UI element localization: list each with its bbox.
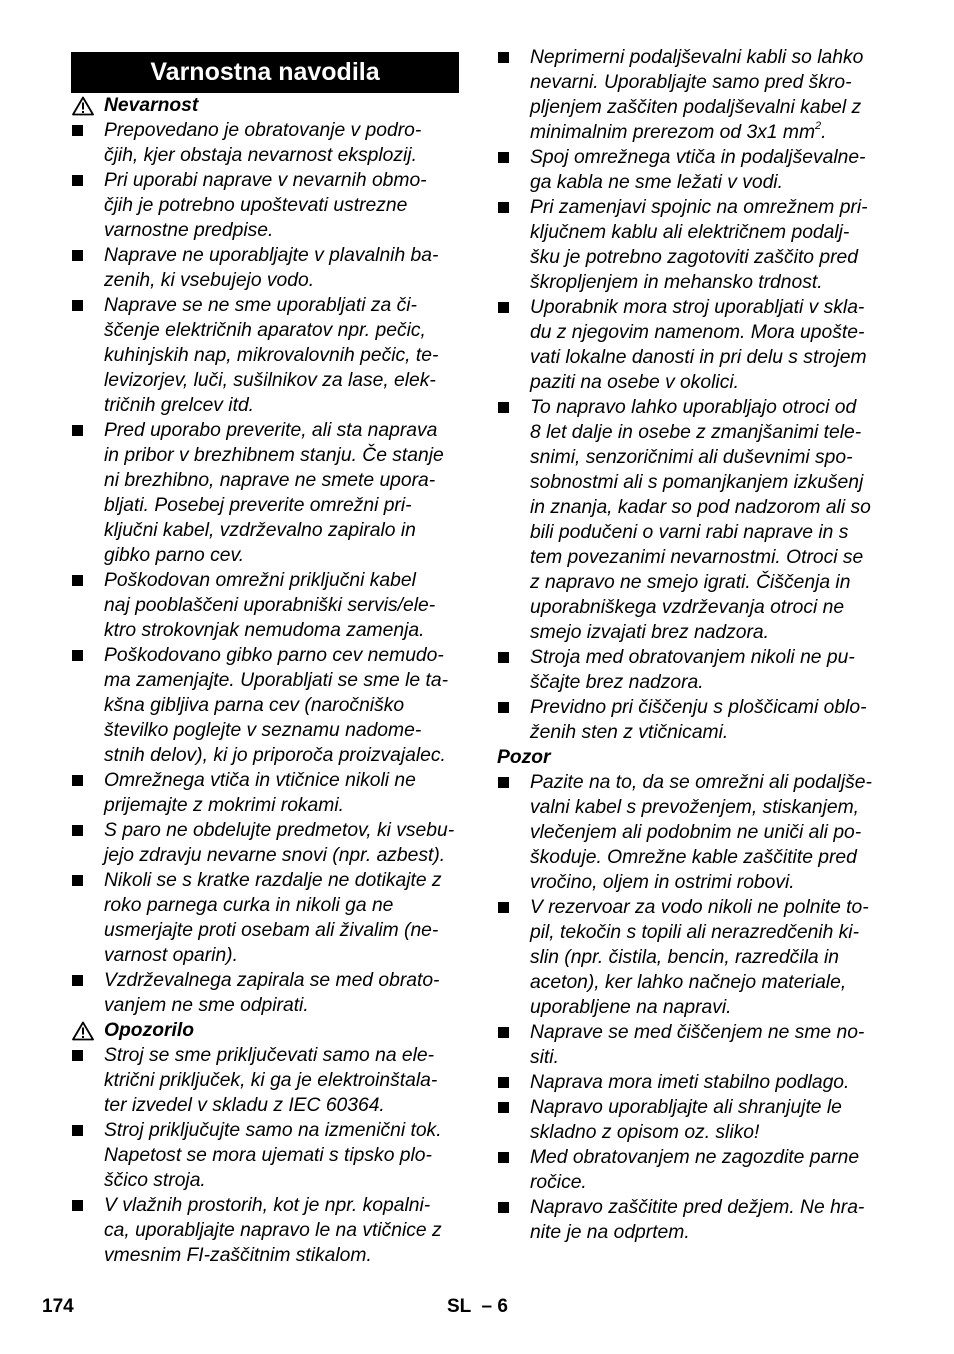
list-item-text [530,1020,889,1070]
square-bullet-icon [72,1125,83,1136]
text-line: V rezervoar za vodo nikoli ne polnite to- [530,897,869,918]
caution-list [497,770,889,1245]
text-line: V vlažnih prostorih, kot je npr. kopalni- [104,1195,431,1216]
list-item [71,643,459,768]
square-bullet-icon [498,902,509,913]
text-line: Med obratovanjem ne zagozdite parne [530,1147,860,1168]
list-item [497,695,889,745]
list-item [497,45,889,145]
square-bullet-icon [498,202,509,213]
list-item-text [530,195,889,295]
text-line: Omrežnega vtiča in vtičnice nikoli ne [104,770,416,791]
square-bullet-icon [72,1050,83,1061]
text-line: slin (npr. čistila, bencin, razredčila in [530,947,839,968]
text-line: številko poglejte v seznamu nadome- [104,720,422,741]
list-item-text [104,243,459,293]
text-line: kuhinjskih nap, mikrovalovnih pečic, te- [104,345,439,366]
text-line: To napravo lahko uporabljajo otroci od [530,397,857,418]
list-item-text [104,168,459,243]
text-line: Pred uporabo preverite, ali sta naprava [104,420,438,441]
square-bullet-icon [498,1152,509,1163]
list-item [497,295,889,395]
list-item-text [104,768,459,818]
text-line: in znanja, kadar so pod nadzorom ali so [530,497,871,518]
list-item-text [530,295,889,395]
text-line: bili podučeni o varni rabi naprave in s [530,522,849,543]
list-item [71,568,459,643]
list-item-text [104,1043,459,1118]
square-bullet-icon [498,1027,509,1038]
text-line: ter izvedel v skladu z IEC 60364. [104,1095,385,1116]
text-line: Naprave se med čiščenjem ne sme no- [530,1022,865,1043]
text-line: ščajte brez nadzora. [530,672,704,693]
list-item-text [104,118,459,168]
list-item [497,395,889,645]
square-bullet-icon [498,702,509,713]
text-line: prijemajte z mokrimi rokami. [104,795,344,816]
list-item-text [104,568,459,643]
text-line: Naprave ne uporabljajte v plavalnih ba- [104,245,439,266]
list-item-text [104,643,459,768]
square-bullet-icon [72,875,83,886]
text-line: skladno z opisom oz. sliko! [530,1122,760,1143]
list-item [497,1145,889,1195]
list-item-text [530,645,889,695]
text-line: ženih sten z vtičnicami. [530,722,729,743]
square-bullet-icon [72,250,83,261]
text-line: ca, uporabljajte napravo le na vtičnice z [104,1220,442,1241]
list-item [497,1095,889,1145]
text-line: Pri uporabi naprave v nevarnih obmo- [104,170,427,191]
text-line: ma zamenjajte. Uporabljati se sme le ta- [104,670,448,691]
square-bullet-icon [498,402,509,413]
square-bullet-icon [72,575,83,586]
list-item-text [530,395,889,645]
text-line: vanjem ne sme odpirati. [104,995,309,1016]
text-line: čjih je potrebno upoštevati ustrezne [104,195,408,216]
text-line: Previdno pri čiščenju s ploščicami oblo- [530,697,867,718]
text-line: Napetost se mora ujemati s tipsko plo- [104,1145,432,1166]
text-line: Spoj omrežnega vtiča in podaljševalne- [530,147,866,168]
text-line: uporabljene na napravi. [530,997,732,1018]
square-bullet-icon [72,300,83,311]
square-bullet-icon [498,302,509,313]
square-bullet-icon [72,175,83,186]
text-line: smejo izvajati brez nadzora. [530,622,769,643]
text-line: stnih delov), ki jo priporoča proizvajalec. [104,745,446,766]
list-item [71,243,459,293]
text-line: varnost oparin). [104,945,238,966]
list-item [497,1020,889,1070]
text-line: ščenje električnih aparatov npr. pečic, [104,320,426,341]
text-line: varnostne predpise. [104,220,274,241]
text-line: snimi, senzoričnimi ali duševnimi spo- [530,447,853,468]
list-item [71,768,459,818]
text-line: sobnostmi ali s pomanjkanjem izkušenj [530,472,864,493]
text-line: čjih, kjer obstaja nevarnost eksplozij. [104,145,417,166]
text-line: tričnih grelcev itd. [104,395,255,416]
text-line: vročino, oljem in ostrimi robovi. [530,872,795,893]
danger-heading [71,93,459,118]
text-line: ktrični priključek, ki ga je elektroinštala- [104,1070,438,1091]
square-bullet-icon [72,650,83,661]
list-item [497,145,889,195]
text-line: du z njegovim namenom. Mora upošte- [530,322,865,343]
square-bullet-icon [498,152,509,163]
warning-list-continued [497,45,889,745]
list-item-text [104,868,459,968]
square-bullet-icon [72,775,83,786]
list-item [497,1070,889,1095]
list-item [71,168,459,243]
text-line: Poškodovan omrežni priključni kabel [104,570,416,591]
text-line: pil, tekočin s topili ali nerazredčenih ki- [530,922,860,943]
text-line: vlečenjem ali podobnim ne uniči ali po- [530,822,862,843]
text-line: pljenjem zaščiten podaljševalni kabel z [530,97,862,118]
text-line: gibko parno cev. [104,545,245,566]
text-line: ktro strokovnjak nemudoma zamenja. [104,620,425,641]
danger-heading-label: Nevarnost [104,95,199,116]
text-line: S paro ne obdelujte predmetov, ki vsebu- [104,820,455,841]
warning-heading [71,1018,459,1043]
text-line: Uporabnik mora stroj uporabljati v skla- [530,297,865,318]
warning-triangle-icon [72,1021,94,1041]
list-item-text [530,1070,889,1095]
text-line: ključni kabel, vzdrževalno zapiralo in [104,520,416,541]
list-item-text [530,1145,889,1195]
danger-list [71,118,459,1018]
left-column [71,45,459,1268]
text-line: naj pooblaščeni uporabniški servis/ele- [104,595,436,616]
text-line: ni brezhibno, naprave ne smete upora- [104,470,436,491]
list-item [71,968,459,1018]
list-item [497,645,889,695]
text-line: siti. [530,1047,559,1068]
text-line: zenih, ki vsebujejo vodo. [104,270,315,291]
text-line: nite je na odprtem. [530,1222,690,1243]
text-line: Poškodovano gibko parno cev nemudo- [104,645,444,666]
text-line: valni kabel s prevoženjem, stiskanjem, [530,797,859,818]
warning-list [71,1043,459,1268]
text-line: Napravo uporabljajte ali shranjujte le [530,1097,842,1118]
text-line: bljati. Posebej preverite omrežni pri- [104,495,412,516]
warning-triangle-icon [72,96,94,116]
list-item [71,118,459,168]
text-line: vmesnim FI-zaščitnim stikalom. [104,1245,372,1266]
text-line: roko parnega curka in nikoli ga ne [104,895,394,916]
text-line: Prepovedano je obratovanje v podro- [104,120,422,141]
square-bullet-icon [72,975,83,986]
list-item [71,418,459,568]
text-line: jejo zdravju nevarne snovi (npr. azbest). [104,845,446,866]
list-item [71,1043,459,1118]
text-line: Napravo zaščitite pred dežjem. Ne hra- [530,1197,865,1218]
list-item-text [104,418,459,568]
list-item-text [530,770,889,895]
text-line: Stroj se sme priključevati samo na ele- [104,1045,435,1066]
text-line: 8 let dalje in osebe z zmanjšanimi tele- [530,422,862,443]
right-column [497,45,889,1245]
list-item-text [104,968,459,1018]
text-line: Stroja med obratovanjem nikoli ne pu- [530,647,855,668]
square-bullet-icon [72,425,83,436]
list-item [71,1118,459,1193]
text-line: uporabniškega vzdrževanja otroci ne [530,597,845,618]
list-item [497,1195,889,1245]
text-line: ročice. [530,1172,587,1193]
page-reference: SL – 6 [447,1296,508,1317]
page-number: 174 [42,1296,74,1317]
text-line: Naprave se ne sme uporabljati za či- [104,295,417,316]
sentence-end: . [821,122,827,143]
text-line: tem povezanimi nevarnostmi. Otroci se [530,547,864,568]
list-item [497,770,889,895]
caution-heading-label: Pozor [497,747,551,768]
text-line: aceton), ker lahko načnejo materiale, [530,972,847,993]
text-line: paziti na osebe v okolici. [530,372,739,393]
text-line: z napravo ne smejo igrati. Čiščenja in [530,572,851,593]
list-item-text [104,1193,459,1268]
text-line: Nikoli se s kratke razdalje ne dotikajte z [104,870,442,891]
square-bullet-icon [498,1202,509,1213]
text-line: levizorjev, luči, sušilnikov za lase, elek- [104,370,436,391]
list-item-text [104,818,459,868]
text-line: Stroj priključujte samo na izmenični tok. [104,1120,442,1141]
list-item-text [530,1095,889,1145]
text-line: Naprava mora imeti stabilno podlago. [530,1072,850,1093]
text-line: in pribor v brezhibnem stanju. Če stanje [104,445,444,466]
text-line: vati lokalne danosti in pri delu s strojem [530,347,867,368]
list-item-text [104,1118,459,1193]
caution-heading [497,745,889,770]
text-line: Pazite na to, da se omrežni ali podaljše- [530,772,872,793]
warning-heading-label: Opozorilo [104,1020,194,1041]
text-line: škoduje. Omrežne kable zaščitite pred [530,847,857,868]
square-bullet-icon [498,1077,509,1088]
text-line: Vzdrževalnega zapirala se med obrato- [104,970,440,991]
list-item [497,195,889,295]
text-line: ključnem kablu ali električnem podalj- [530,222,850,243]
list-item-text [530,895,889,1020]
text-line: kšna gibljiva parna cev (naročniško [104,695,405,716]
list-item [71,868,459,968]
text-line: Pri zamenjavi spojnic na omrežnem pri- [530,197,868,218]
square-bullet-icon [498,52,509,63]
list-item [497,895,889,1020]
text-line: škropljenjem in mehansko trdnost. [530,272,823,293]
superscript: 2 [815,119,822,132]
square-bullet-icon [72,125,83,136]
text-line: minimalnim prerezom od 3x1 $mm^2$. [530,119,827,143]
text-line: šku je potrebno zagotoviti zaščito pred [530,247,858,268]
square-bullet-icon [72,825,83,836]
square-bullet-icon [72,1200,83,1211]
list-item [71,1193,459,1268]
text-line: nevarni. Uporabljajte samo pred škro- [530,72,852,93]
list-item [71,818,459,868]
list-item [71,293,459,418]
text-line: usmerjajte proti osebam ali živalim (ne- [104,920,439,941]
list-item-text [530,45,889,145]
list-item-text [530,1195,889,1245]
text-line: ga kabla ne sme ležati v vodi. [530,172,783,193]
list-item-text [530,145,889,195]
square-bullet-icon [498,1102,509,1113]
list-item-text [104,293,459,418]
text-line: ščico stroja. [104,1170,206,1191]
text-line: Neprimerni podaljševalni kabli so lahko [530,47,864,68]
page-title: Varnostna navodila [71,52,459,93]
square-bullet-icon [498,652,509,663]
square-bullet-icon [498,777,509,788]
list-item-text [530,695,889,745]
